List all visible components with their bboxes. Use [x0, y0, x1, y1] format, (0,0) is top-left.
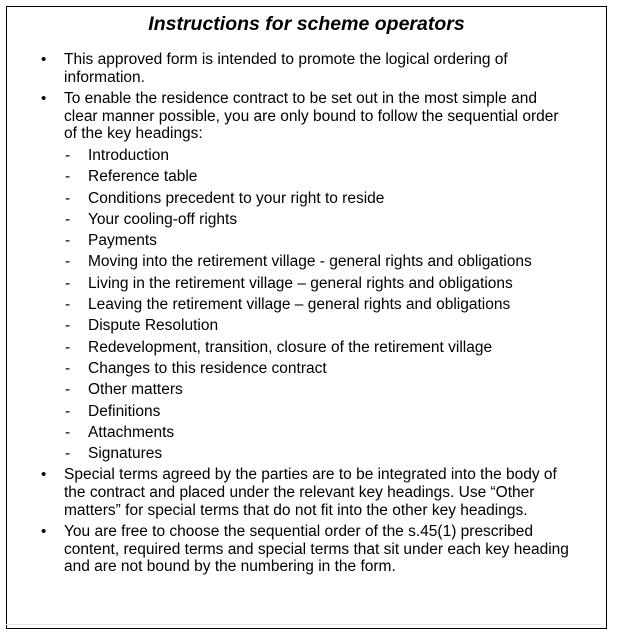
key-heading-item: [7, 317, 606, 338]
key-heading-item: [7, 253, 606, 274]
instructions-list: [7, 51, 606, 580]
key-heading-text: Signatures: [88, 445, 163, 463]
bullet-item: [7, 523, 606, 576]
key-heading-text: Attachments: [88, 423, 175, 441]
dash-icon: -: [65, 210, 71, 228]
dash-icon: -: [65, 168, 71, 186]
bullet-text: Special terms agreed by the parties are to be integrated into the body of the contract and placed under the relevant key headings. Use “Other matters” for special terms that do not fit into the other key headings.: [64, 466, 557, 519]
dash-icon: -: [65, 317, 71, 335]
key-heading-item: [7, 232, 606, 253]
key-heading-text: Introduction: [88, 146, 169, 164]
key-heading-item: [7, 403, 606, 424]
dash-icon: -: [65, 445, 71, 463]
bullet-item: [7, 51, 606, 86]
key-heading-item: [7, 190, 606, 211]
key-heading-text: Payments: [88, 232, 157, 250]
key-heading-item: [7, 275, 606, 296]
bullet-icon: •: [41, 51, 47, 68]
key-heading-text: Dispute Resolution: [88, 317, 219, 335]
key-heading-item: [7, 424, 606, 445]
key-heading-text: Changes to this residence contract: [88, 359, 327, 377]
key-heading-item: [7, 381, 606, 402]
key-heading-item: [7, 445, 606, 466]
bullet-icon: •: [41, 466, 47, 484]
key-heading-text: Your cooling-off rights: [88, 210, 238, 228]
bullet-icon: •: [41, 523, 47, 541]
key-heading-text: Moving into the retirement village - general rights and obligations: [88, 253, 532, 271]
dash-icon: -: [65, 359, 71, 377]
key-heading-item: [7, 168, 606, 189]
dash-icon: -: [65, 232, 71, 250]
dash-icon: -: [65, 189, 71, 207]
instructions-box: [6, 6, 607, 629]
key-heading-text: Other matters: [88, 381, 183, 399]
key-headings-list: [7, 147, 606, 466]
bullet-text: This approved form is intended to promote the logical ordering of information.: [64, 51, 508, 86]
key-heading-item: [7, 296, 606, 317]
key-heading-item: [7, 360, 606, 381]
dash-icon: -: [65, 381, 71, 399]
dash-icon: -: [65, 296, 71, 314]
dash-icon: -: [65, 423, 71, 441]
key-heading-item: [7, 339, 606, 360]
key-heading-text: Conditions precedent to your right to reside: [88, 189, 385, 207]
key-heading-text: Living in the retirement village – general rights and obligations: [88, 274, 513, 292]
dash-icon: -: [65, 274, 71, 292]
dash-icon: -: [65, 146, 71, 164]
bullet-item: [7, 466, 606, 519]
key-heading-item: [7, 211, 606, 232]
bullet-icon: •: [41, 90, 47, 108]
bullet-text: To enable the residence contract to be set out in the most simple and clear manner possible, you are only bound to follow the sequential order of the key headings:: [64, 90, 559, 143]
dash-icon: -: [65, 338, 71, 356]
dash-icon: -: [65, 402, 71, 420]
key-heading-text: Reference table: [88, 168, 198, 186]
divider: [6, 624, 602, 625]
key-heading-text: Definitions: [88, 402, 161, 420]
key-heading-item: [7, 147, 606, 168]
bullet-item: [7, 90, 606, 143]
key-heading-text: Leaving the retirement village – general rights and obligations: [88, 296, 511, 314]
page-title: Instructions for scheme operators: [148, 13, 465, 35]
dash-icon: -: [65, 253, 71, 271]
key-heading-text: Redevelopment, transition, closure of the retirement village: [88, 338, 493, 356]
bullet-text: You are free to choose the sequential order of the s.45(1) prescribed content, required terms and special terms that sit under each key heading and are not bound by the numbering in the form.: [64, 523, 569, 576]
